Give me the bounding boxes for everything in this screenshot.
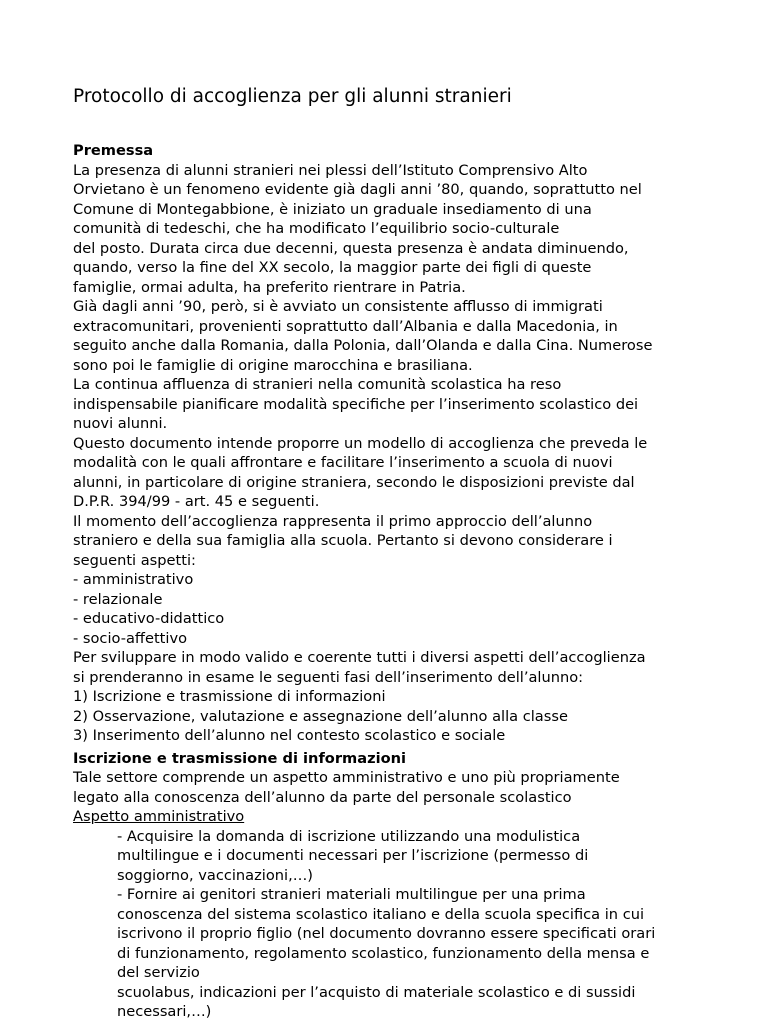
text-line: sono poi le famiglie di origine marocchina e brasiliana. xyxy=(73,356,473,374)
indented-line: necessari,…) xyxy=(117,1003,212,1020)
premessa-paragraph xyxy=(73,161,743,746)
list-item: 2) Osservazione, valutazione e assegnazione dell’alunno alla classe xyxy=(73,707,568,725)
text-line: D.P.R. 394/99 - art. 45 e seguenti. xyxy=(73,493,320,510)
text-line: seguenti aspetti: xyxy=(73,551,196,569)
subheading-aspetto-amministrativo: Aspetto amministrativo xyxy=(73,808,245,825)
section-heading-iscrizione: Iscrizione e trasmissione di informazioni xyxy=(73,749,406,767)
text-line: Tale settore comprende un aspetto amministrativo e uno più propriamente xyxy=(73,769,620,786)
text-line: alunni, in particolare di origine straniera, secondo le disposizioni previste dal xyxy=(73,473,635,491)
list-item: - amministrativo xyxy=(73,571,194,588)
indented-line: scuolabus, indicazioni per l’acquisto di materiale scolastico e di sussidi xyxy=(117,983,636,1001)
text-line: straniero e della sua famiglia alla scuola. Pertanto si devono considerare i xyxy=(73,532,613,549)
text-line: del posto. Durata circa due decenni, questa presenza è andata diminuendo, xyxy=(73,239,629,257)
document-title: Protocollo di accoglienza per gli alunni stranieri xyxy=(73,86,512,107)
text-line: famiglie, ormai adulta, ha preferito rientrare in Patria. xyxy=(73,278,466,296)
document-body xyxy=(73,141,743,1022)
indented-line: soggiorno, vaccinazioni,…) xyxy=(117,866,313,884)
text-line: si prenderanno in esame le seguenti fasi dell’inserimento dell’alunno: xyxy=(73,668,584,686)
indented-line: conoscenza del sistema scolastico italiano e della scuola specifica in cui xyxy=(117,905,645,923)
text-line: Comune di Montegabbione, è iniziato un graduale insediamento di una xyxy=(73,200,592,218)
indented-line: multilingue e i documenti necessari per l’iscrizione (permesso di xyxy=(117,847,589,864)
text-line: La continua affluenza di stranieri nella comunità scolastica ha reso xyxy=(73,376,562,393)
list-item: - socio-affettivo xyxy=(73,629,188,647)
indented-line: iscrivono il proprio figlio (nel documento dovranno essere specificati orari xyxy=(117,925,656,942)
text-line: Il momento dell’accoglienza rappresenta il primo approccio dell’alunno xyxy=(73,512,593,530)
text-line: legato alla conoscenza dell’alunno da parte del personale scolastico xyxy=(73,788,572,806)
indented-line: di funzionamento, regolamento scolastico, funzionamento della mensa e xyxy=(117,944,650,962)
text-line: Questo documento intende proporre un modello di accoglienza che preveda le xyxy=(73,434,648,452)
text-line: nuovi alunni. xyxy=(73,415,168,432)
text-line: La presenza di alunni stranieri nei plessi dell’Istituto Comprensivo Alto xyxy=(73,161,588,179)
text-line: quando, verso la fine del XX secolo, la maggior parte dei figli di queste xyxy=(73,259,592,276)
list-item: 1) Iscrizione e trasmissione di informazioni xyxy=(73,688,386,705)
text-line: modalità con le quali affrontare e facilitare l’inserimento a scuola di nuovi xyxy=(73,454,613,471)
text-line: Già dagli anni ’90, però, si è avviato un consistente afflusso di immigrati xyxy=(73,298,603,315)
indented-line: - Fornire ai genitori stranieri materiali multilingue per una prima xyxy=(117,886,586,903)
indented-line: del servizio xyxy=(117,964,200,981)
text-line: comunità di tedeschi, che ha modificato l’equilibrio socio-culturale xyxy=(73,220,560,237)
text-line: Orvietano è un fenomeno evidente già dagli anni ’80, quando, soprattutto nel xyxy=(73,181,642,198)
indented-line: - Acquisire la domanda di iscrizione utilizzando una modulistica xyxy=(117,827,581,845)
text-line: indispensabile pianificare modalità specifiche per l’inserimento scolastico dei xyxy=(73,395,639,413)
text-line: seguito anche dalla Romania, dalla Polonia, dall’Olanda e dalla Cina. Numerose xyxy=(73,337,653,354)
iscrizione-paragraph xyxy=(73,768,743,1022)
list-item: 3) Inserimento dell’alunno nel contesto scolastico e sociale xyxy=(73,727,506,744)
list-item: - relazionale xyxy=(73,590,163,608)
list-item: - educativo-didattico xyxy=(73,610,225,627)
section-heading-premessa: Premessa xyxy=(73,142,154,159)
text-line: extracomunitari, provenienti soprattutto dall’Albania e dalla Macedonia, in xyxy=(73,317,618,335)
text-line: Per sviluppare in modo valido e coerente tutti i diversi aspetti dell’accoglienza xyxy=(73,649,646,666)
